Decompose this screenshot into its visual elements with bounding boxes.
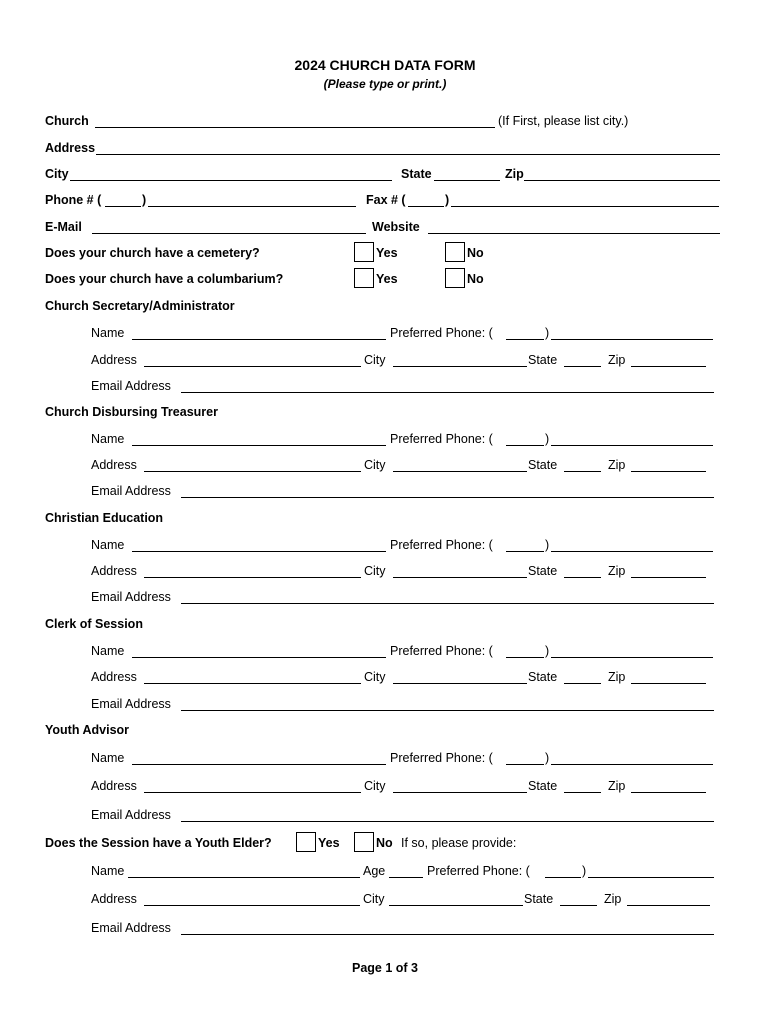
section-3-address-field[interactable]	[144, 565, 361, 578]
section-5-state-field[interactable]	[564, 780, 601, 793]
section-4-email-field[interactable]	[181, 698, 714, 711]
section-3-address-label: Address	[91, 564, 137, 578]
section-4-zip-label: Zip	[608, 670, 626, 684]
section-3-phone-label: Preferred Phone: (	[390, 538, 493, 552]
section-1-state-label: State	[528, 353, 558, 367]
phone-field[interactable]	[148, 194, 356, 207]
section-5-phone-field[interactable]	[551, 752, 713, 765]
section-3-state-label: State	[528, 564, 558, 578]
section-4-address-label: Address	[91, 670, 137, 684]
columbarium-yes-label: Yes	[376, 272, 398, 286]
section-1-email-label: Email Address	[91, 379, 171, 393]
section-5-name-label: Name	[91, 751, 125, 765]
section-2-address-label: Address	[91, 458, 137, 472]
section-4-zip-field[interactable]	[631, 671, 706, 684]
section-4-state-label: State	[528, 670, 558, 684]
youth-elder-phone-area-field[interactable]	[545, 865, 581, 878]
section-1-state-field[interactable]	[564, 354, 601, 367]
youth-elder-email-label: Email Address	[91, 921, 171, 935]
youth-elder-address-label: Address	[91, 892, 137, 906]
cemetery-question: Does your church have a cemetery?	[45, 246, 260, 260]
section-3-zip-field[interactable]	[631, 565, 706, 578]
youth-elder-yes-label: Yes	[318, 836, 340, 850]
section-3-name-label: Name	[91, 538, 125, 552]
section-1-phone-field[interactable]	[551, 327, 713, 340]
section-3-city-label: City	[364, 564, 386, 578]
cemetery-yes-label: Yes	[376, 246, 398, 260]
section-5-name-field[interactable]	[132, 752, 386, 765]
youth-elder-phone-label: Preferred Phone: (	[427, 864, 530, 878]
section-2-city-label: City	[364, 458, 386, 472]
section-2-zip-label: Zip	[608, 458, 626, 472]
section-4-paren-close: )	[545, 644, 550, 658]
section-3-city-field[interactable]	[393, 565, 527, 578]
email-label: E-Mail	[45, 220, 82, 234]
section-5-heading: Youth Advisor	[45, 723, 130, 737]
section-3-name-field[interactable]	[132, 539, 386, 552]
columbarium-question: Does your church have a columbarium?	[45, 272, 284, 286]
city-label: City	[45, 167, 69, 181]
section-4-state-field[interactable]	[564, 671, 601, 684]
section-1-zip-label: Zip	[608, 353, 626, 367]
youth-elder-zip-field[interactable]	[627, 893, 710, 906]
youth-elder-zip-label: Zip	[604, 892, 622, 906]
section-5-city-field[interactable]	[393, 780, 527, 793]
youth-elder-question: Does the Session have a Youth Elder?	[45, 836, 272, 850]
fax-area-field[interactable]	[408, 194, 444, 207]
section-1-name-label: Name	[91, 326, 125, 340]
section-1-phone-area-field[interactable]	[506, 327, 544, 340]
state-label: State	[401, 167, 432, 181]
section-4-phone-label: Preferred Phone: (	[390, 644, 493, 658]
page-number: Page 1 of 3	[352, 961, 418, 975]
email-field[interactable]	[92, 221, 366, 234]
section-4-name-label: Name	[91, 644, 125, 658]
section-2-phone-label: Preferred Phone: (	[390, 432, 493, 446]
section-3-email-label: Email Address	[91, 590, 171, 604]
address-field[interactable]	[96, 142, 720, 155]
section-1-city-label: City	[364, 353, 386, 367]
youth-elder-age-label: Age	[363, 864, 386, 878]
section-2-phone-area-field[interactable]	[506, 433, 544, 446]
youth-elder-name-label: Name	[91, 864, 125, 878]
youth-elder-phone-field[interactable]	[588, 865, 714, 878]
fax-label: Fax # (	[366, 193, 406, 207]
columbarium-no-label: No	[467, 272, 484, 286]
section-5-address-label: Address	[91, 779, 137, 793]
section-5-zip-label: Zip	[608, 779, 626, 793]
section-2-state-label: State	[528, 458, 558, 472]
section-3-zip-label: Zip	[608, 564, 626, 578]
columbarium-yes-checkbox[interactable]	[354, 268, 374, 288]
address-label: Address	[45, 141, 96, 155]
cemetery-no-label: No	[467, 246, 484, 260]
form-title: 2024 CHURCH DATA FORM	[294, 57, 476, 73]
section-2-name-label: Name	[91, 432, 125, 446]
state-field[interactable]	[434, 168, 500, 181]
section-1-city-field[interactable]	[393, 354, 527, 367]
columbarium-no-checkbox[interactable]	[445, 268, 465, 288]
section-3-phone-area-field[interactable]	[506, 539, 544, 552]
youth-elder-provide: If so, please provide:	[401, 836, 517, 850]
section-4-phone-field[interactable]	[551, 645, 713, 658]
youth-elder-paren-close: )	[582, 864, 587, 878]
church-note: (If First, please list city.)	[498, 114, 629, 128]
section-5-phone-label: Preferred Phone: (	[390, 751, 493, 765]
section-1-zip-field[interactable]	[631, 354, 706, 367]
section-5-zip-field[interactable]	[631, 780, 706, 793]
fax-paren-close: )	[445, 193, 450, 207]
section-2-city-field[interactable]	[393, 459, 527, 472]
section-1-name-field[interactable]	[132, 327, 386, 340]
youth-elder-no-checkbox[interactable]	[354, 832, 374, 852]
section-3-email-field[interactable]	[181, 591, 714, 604]
section-2-email-field[interactable]	[181, 485, 714, 498]
section-1-paren-close: )	[545, 326, 550, 340]
form-subtitle: (Please type or print.)	[323, 77, 447, 91]
youth-elder-state-field[interactable]	[560, 893, 597, 906]
section-5-email-field[interactable]	[181, 809, 714, 822]
website-label: Website	[372, 220, 420, 234]
section-1-heading: Church Secretary/Administrator	[45, 299, 235, 313]
section-2-heading: Church Disbursing Treasurer	[45, 405, 218, 419]
section-1-email-field[interactable]	[181, 380, 714, 393]
section-3-paren-close: )	[545, 538, 550, 552]
section-2-address-field[interactable]	[144, 459, 361, 472]
section-1-address-field[interactable]	[144, 354, 361, 367]
section-2-email-label: Email Address	[91, 484, 171, 498]
section-5-phone-area-field[interactable]	[506, 752, 544, 765]
youth-elder-no-label: No	[376, 836, 393, 850]
phone-paren-close: )	[142, 193, 147, 207]
section-3-state-field[interactable]	[564, 565, 601, 578]
section-5-state-label: State	[528, 779, 558, 793]
youth-elder-email-field[interactable]	[181, 922, 714, 935]
youth-elder-age-field[interactable]	[389, 865, 423, 878]
youth-elder-city-label: City	[363, 892, 385, 906]
section-5-address-field[interactable]	[144, 780, 361, 793]
youth-elder-state-label: State	[524, 892, 554, 906]
section-3-heading: Christian Education	[45, 511, 164, 525]
youth-elder-address-field[interactable]	[144, 893, 360, 906]
section-4-heading: Clerk of Session	[45, 617, 143, 631]
youth-elder-city-field[interactable]	[389, 893, 523, 906]
section-4-address-field[interactable]	[144, 671, 361, 684]
zip-field[interactable]	[524, 168, 720, 181]
section-3-phone-field[interactable]	[551, 539, 713, 552]
section-5-city-label: City	[364, 779, 386, 793]
section-4-phone-area-field[interactable]	[506, 645, 544, 658]
fax-field[interactable]	[451, 194, 719, 207]
section-5-email-label: Email Address	[91, 808, 171, 822]
section-1-phone-label: Preferred Phone: (	[390, 326, 493, 340]
section-4-city-field[interactable]	[393, 671, 527, 684]
cemetery-no-checkbox[interactable]	[445, 242, 465, 262]
website-field[interactable]	[428, 221, 720, 234]
section-2-zip-field[interactable]	[631, 459, 706, 472]
section-2-paren-close: )	[545, 432, 550, 446]
youth-elder-yes-checkbox[interactable]	[296, 832, 316, 852]
section-1-address-label: Address	[91, 353, 137, 367]
cemetery-yes-checkbox[interactable]	[354, 242, 374, 262]
section-5-paren-close: )	[545, 751, 550, 765]
city-field[interactable]	[70, 168, 392, 181]
section-4-name-field[interactable]	[132, 645, 386, 658]
section-4-email-label: Email Address	[91, 697, 171, 711]
section-4-city-label: City	[364, 670, 386, 684]
church-field[interactable]	[95, 115, 495, 128]
section-2-name-field[interactable]	[132, 433, 386, 446]
phone-label: Phone # (	[45, 193, 102, 207]
section-2-phone-field[interactable]	[551, 433, 713, 446]
phone-area-field[interactable]	[105, 194, 141, 207]
section-2-state-field[interactable]	[564, 459, 601, 472]
zip-label: Zip	[505, 167, 524, 181]
church-label: Church	[45, 114, 89, 128]
youth-elder-name-field[interactable]	[128, 865, 360, 878]
